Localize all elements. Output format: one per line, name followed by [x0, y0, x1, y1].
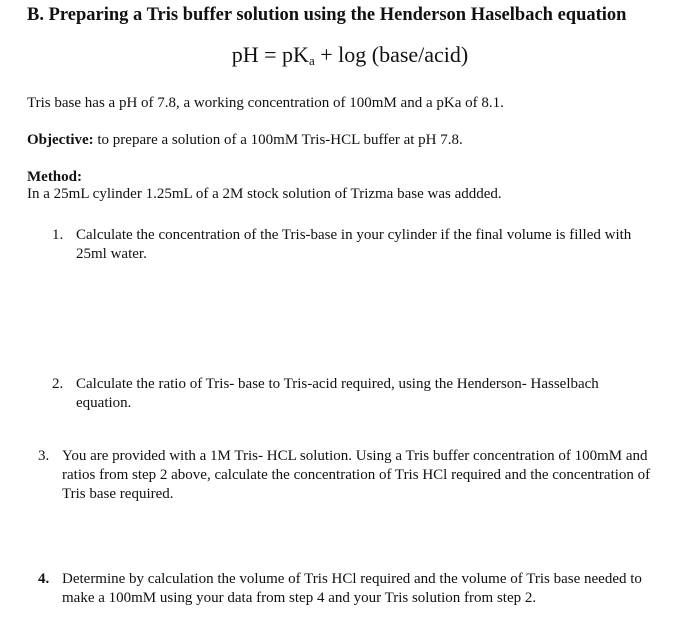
equation-subscript: a: [308, 53, 315, 68]
question-text: Determine by calculation the volume of Tris HCl required and the volume of Tris base needed to make a 100mM using your data from step 4 and your Tris solution from step 2.: [62, 571, 642, 606]
henderson-hasselbalch-equation: [0, 42, 700, 69]
question-number: 3.: [38, 448, 50, 464]
equation-lhs: pH = pK: [231, 42, 309, 67]
intro-text: Tris base has a pH of 7.8, a working concentration of 100mM and a pKa of 8.1.: [27, 95, 504, 111]
question-text: You are provided with a 1M Tris- HCL solution. Using a Tris buffer concentration of 100mM and ratios from step 2 above, calculate the concentration of Tris HCl required and the concentration of Tris base required.: [62, 448, 651, 502]
objective-label: Objective:: [27, 132, 94, 148]
question-number: 2.: [52, 376, 64, 392]
method-text: In a 25mL cylinder 1.25mL of a 2M stock solution of Trizma base was addded.: [27, 186, 502, 202]
question-text: Calculate the ratio of Tris- base to Tris-acid required, using the Henderson- Hasselbach equation.: [76, 376, 599, 411]
question-number: 1.: [52, 227, 64, 243]
question-number: 4.: [38, 571, 50, 587]
section-title: B. Preparing a Tris buffer solution using the Henderson Haselbach equation: [27, 5, 627, 25]
objective-line: [27, 132, 463, 149]
question-text: Calculate the concentration of the Tris-base in your cylinder if the final volume is filled with 25ml water.: [76, 227, 632, 262]
objective-text: to prepare a solution of a 100mM Tris-HCL buffer at pH 7.8.: [93, 132, 463, 148]
method-label: Method:: [27, 169, 82, 185]
equation-rhs: + log (base/acid): [314, 42, 469, 67]
